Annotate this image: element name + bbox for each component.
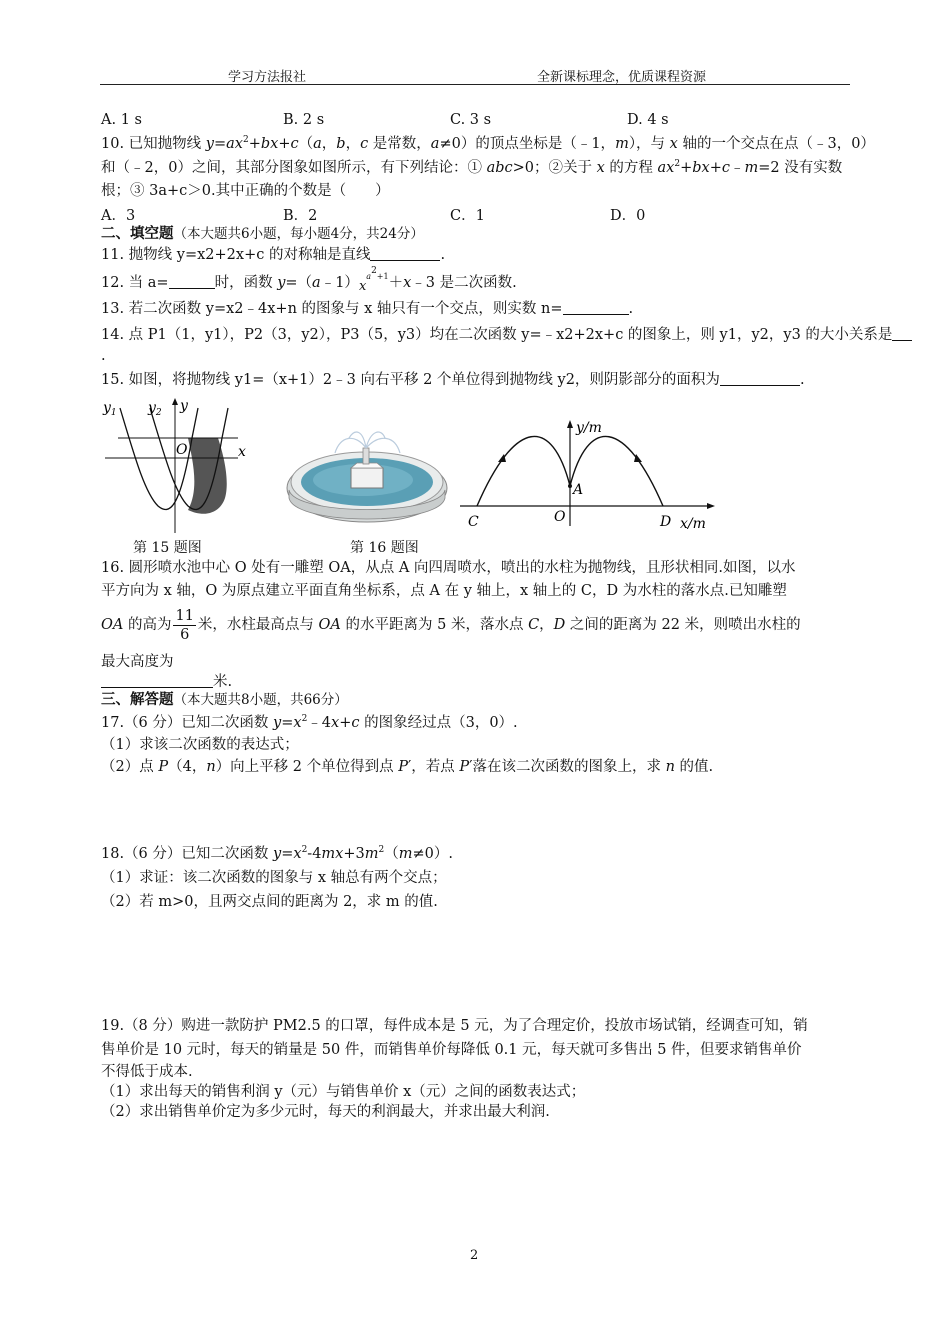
q9-option-c: C. 3 s bbox=[450, 112, 492, 128]
header-rule bbox=[100, 84, 850, 85]
fig16-label-a: A bbox=[573, 482, 584, 498]
q11: 11. 抛物线 y=x2+2x+c 的对称轴是直线 . bbox=[101, 247, 446, 263]
q16-line2: 平方向为 x 轴，O 为原点建立平面直角坐标系，点 A 在 y 轴上，x 轴上的 C，D 为水柱的落水点.已知雕塑 bbox=[101, 583, 787, 599]
q14-end: . bbox=[101, 348, 106, 364]
fig16-point-a bbox=[568, 484, 572, 488]
fig15-label-y2: $y_2$ bbox=[148, 400, 162, 418]
q13: 13. 若二次函数 y=x2﹣4x+n 的图象与 x 轴只有一个交点，则实数 n= . bbox=[101, 301, 634, 317]
fig16-label-y: y/m bbox=[576, 420, 602, 436]
header-left: 学习方法报社 bbox=[228, 70, 307, 85]
fig16-caption: 第 16 题图 bbox=[350, 540, 419, 556]
q12: 12. 当 a= 时，函数 $y=(a﹣1)x^{a^2+1}+x﹣3$ 是二次函数. bbox=[101, 266, 517, 294]
fig15-label-yaxis: y bbox=[180, 398, 188, 414]
q9-option-a: A. 1 s bbox=[101, 112, 142, 128]
fig15-parabola-y1 bbox=[120, 408, 198, 510]
q10-line3: 根；③ 3a+c＞0.其中正确的个数是（ ） bbox=[101, 183, 390, 199]
fig16-fountain-image bbox=[285, 428, 450, 530]
fig15-graph bbox=[100, 398, 260, 538]
fig16-label-x: x/m bbox=[680, 516, 706, 532]
q17-part1: （1）求该二次函数的表达式； bbox=[101, 737, 299, 753]
q10-option-d: D．0 bbox=[610, 208, 646, 224]
q14: 14. 点 P1（1，y1），P2（3，y2），P3（5，y3）均在二次函数 y=﹣x2+2x+c 的图象上，则 y1，y2，y3 的大小关系是 bbox=[101, 325, 912, 345]
q16-line5: 米. bbox=[101, 672, 232, 692]
fig15-label-x: x bbox=[238, 444, 246, 460]
q9-option-d: D. 4 s bbox=[627, 112, 669, 128]
q19-part2: （2）求出销售单价定为多少元时，每天的利润最大，并求出最大利润. bbox=[101, 1104, 550, 1120]
q9-option-b: B. 2 s bbox=[283, 112, 325, 128]
q10-option-b: B．2 bbox=[283, 208, 318, 224]
page-number: 2 bbox=[470, 1248, 479, 1263]
q18-stem: 18.（6 分）已知二次函数 $y=x^2-4mx+3m^2(m\ne 0)$. bbox=[101, 845, 453, 862]
fig16-label-o: O bbox=[554, 509, 566, 525]
q17-stem: 17.（6 分）已知二次函数 $y=x^2﹣4x+c$ 的图象经过点（3，0）. bbox=[101, 714, 518, 731]
header-right: 全新课标理念，优质课程资源 bbox=[537, 70, 707, 85]
q15: 15. 如图，将抛物线 y1=（x+1）2﹣3 向右平移 2 个单位得到抛物线 y2，则阴影部分的面积为 . bbox=[101, 372, 805, 388]
fig15-label-origin: O bbox=[176, 442, 188, 458]
q18-part2: （2）若 m>0，且两交点间的距离为 2，求 m 的值. bbox=[101, 894, 438, 910]
q19-line3: 不得低于成本. bbox=[101, 1064, 193, 1080]
fig16-graph bbox=[460, 418, 725, 533]
q10-option-c: C．1 bbox=[450, 208, 485, 224]
section3-heading: 三、解答题（本大题共8小题，共66分） bbox=[101, 691, 348, 708]
q16-line1: 16. 圆形喷水池中心 O 处有一雕塑 OA，从点 A 向四周喷水，喷出的水柱为抛物线，且形状相同.如图，以水 bbox=[101, 560, 796, 576]
q19-line1: 19.（8 分）购进一款防护 PM2.5 的口罩，每件成本是 5 元，为了合理定价，投放市场试销，经调查可知，销 bbox=[101, 1018, 808, 1034]
q19-part1: （1）求出每天的销售利润 y（元）与销售单价 x（元）之间的函数表达式； bbox=[101, 1084, 586, 1100]
fig16-label-d: D bbox=[660, 514, 672, 530]
fig16-label-c: C bbox=[468, 514, 479, 530]
fig15-shaded-region bbox=[188, 438, 227, 514]
q16-line4: 最大高度为 bbox=[101, 654, 174, 670]
section2-heading: 二、填空题（本大题共6小题，每小题4分，共24分） bbox=[101, 225, 424, 242]
fig15-label-y1: $y_1$ bbox=[103, 400, 117, 418]
q19-line2: 售单价是 10 元时，每天的销量是 50 件，而销售单价每降低 0.1 元，每天就可多售出 5 件，但要求销售单价 bbox=[101, 1042, 802, 1058]
q10-line1: 10. 已知抛物线 $y=ax^2+bx+c(a$，b，c 是常数，a≠0）的顶点坐标是（﹣1，m），与 x 轴的一个交点在点（﹣3，0） bbox=[101, 135, 875, 152]
q16-fraction: $\frac{11}{6}$ bbox=[175, 607, 194, 643]
q18-part1: （1）求证：该二次函数的图象与 x 轴总有两个交点； bbox=[101, 870, 447, 886]
q16-line3: OA 的高为 $\frac{11}{6}$ 米，水柱最高点与 OA 的水平距离为 5 米，落水点 C，D 之间的距离为 22 米，则喷出水柱的 bbox=[101, 607, 801, 643]
q17-part2: （2）点 P（4，n）向上平移 2 个单位得到点 P′，若点 P′落在该二次函数的图象上，求 n 的值. bbox=[101, 759, 714, 775]
fig16-right-water-arc bbox=[570, 436, 663, 506]
q10-line2: 和（﹣2，0）之间，其部分图象如图所示，有下列结论：① abc>0；②关于 x 的方程 $ax^2+bx+c﹣m=2$ 没有实数 bbox=[101, 159, 843, 176]
fig16-left-water-arc bbox=[477, 436, 570, 506]
q10-option-a: A．3 bbox=[101, 208, 136, 224]
fig15-caption: 第 15 题图 bbox=[133, 540, 202, 556]
